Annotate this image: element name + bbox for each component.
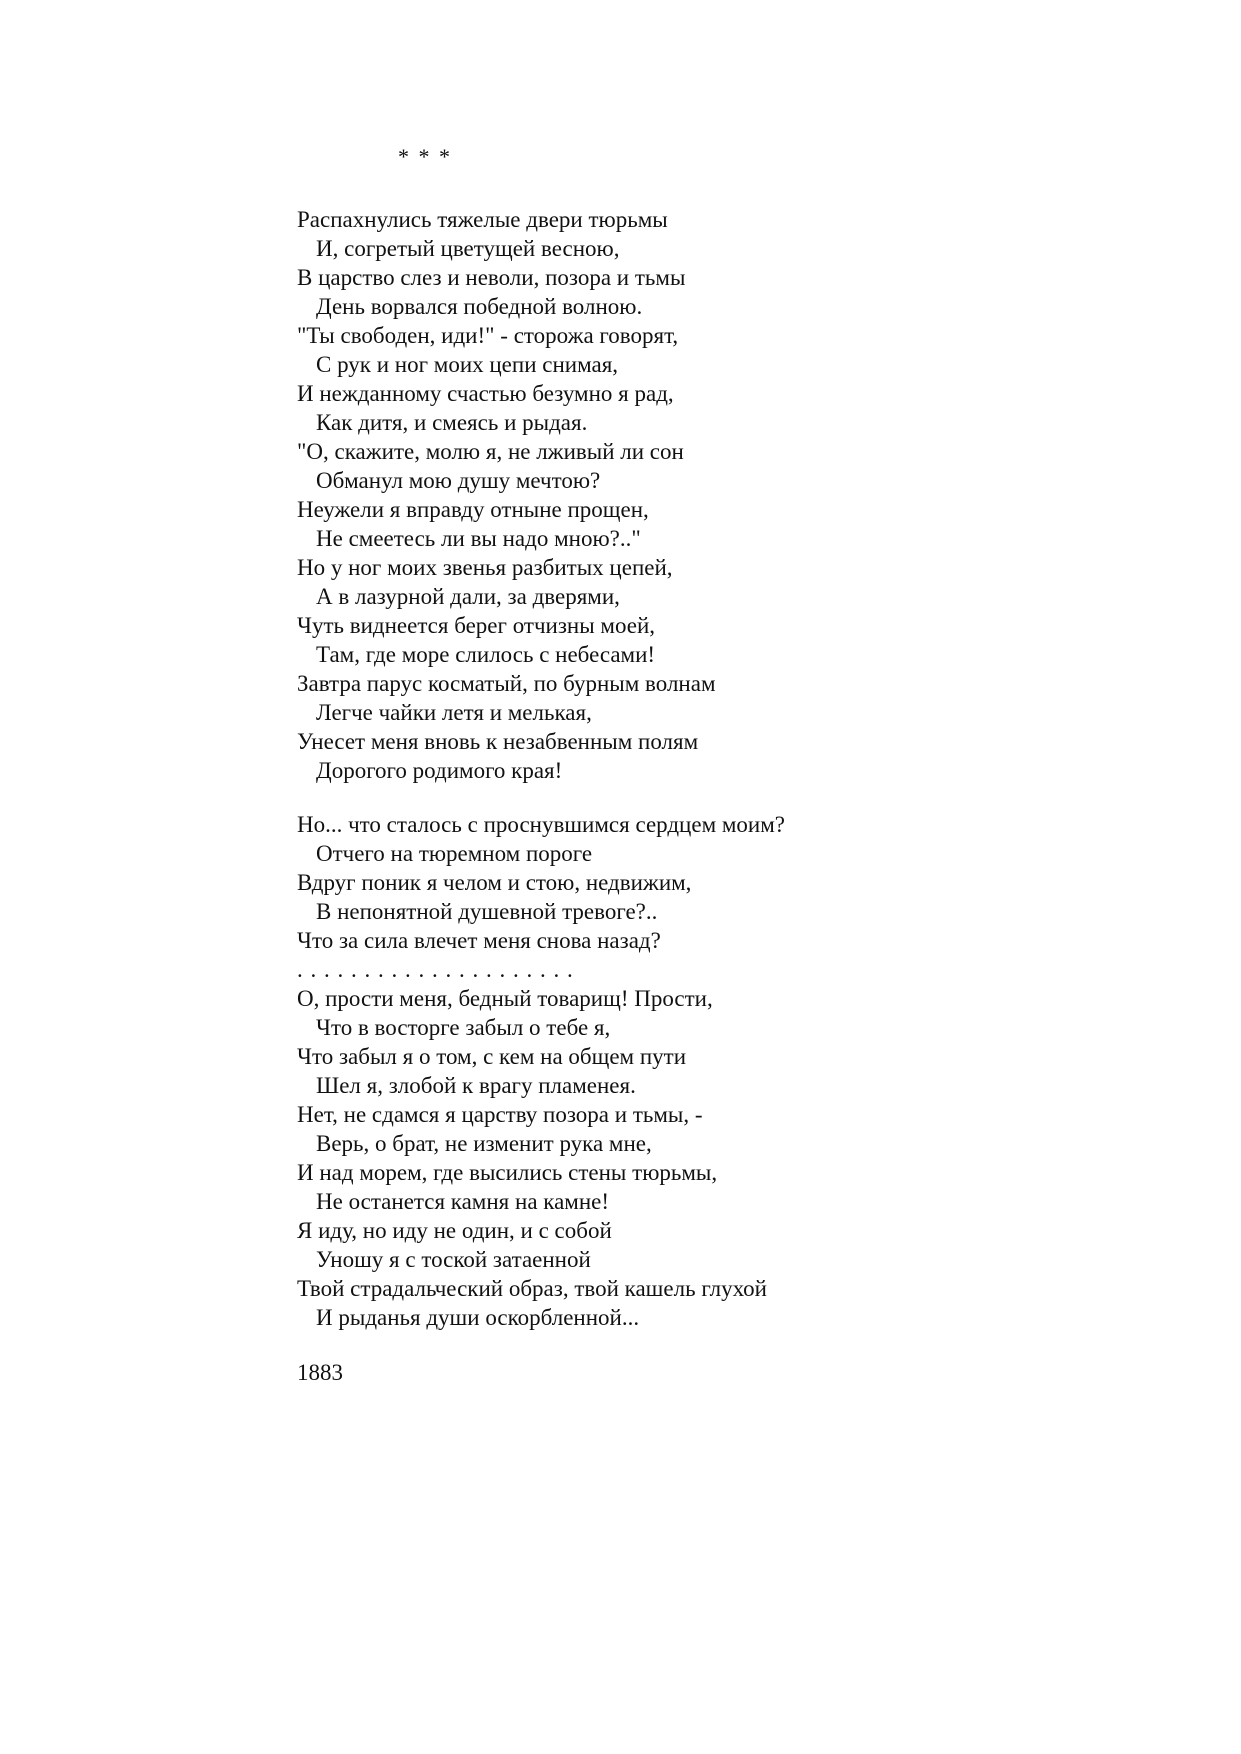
poem-line: День ворвался победной волною. bbox=[316, 294, 643, 319]
poem-line: И, согретый цветущей весною, bbox=[316, 236, 620, 261]
poem-line: Завтра парус косматый, по бурным волнам bbox=[297, 671, 716, 696]
poem-line: Что за сила влечет меня снова назад? bbox=[297, 928, 661, 953]
poem-line: Обманул мою душу мечтою? bbox=[316, 468, 601, 493]
poem-line: Не смеетесь ли вы надо мною?.." bbox=[316, 526, 641, 551]
poem-line: Что в восторге забыл о тебе я, bbox=[316, 1015, 611, 1040]
poem-line: Что забыл я о том, с кем на общем пути bbox=[297, 1044, 687, 1069]
stanza-1 bbox=[297, 205, 716, 785]
poem-line: Чуть виднеется берег отчизны моей, bbox=[297, 613, 656, 638]
poem-line: Распахнулись тяжелые двери тюрьмы bbox=[297, 207, 668, 232]
poem-line: Я иду, но иду не один, и с собой bbox=[297, 1218, 612, 1243]
poem-line: Легче чайки летя и мелькая, bbox=[316, 700, 592, 725]
poem-line: Нет, не сдамся я царству позора и тьмы, - bbox=[297, 1102, 703, 1127]
poem-line: Как дитя, и смеясь и рыдая. bbox=[316, 410, 588, 435]
poem-line: Шел я, злобой к врагу пламенея. bbox=[316, 1073, 636, 1098]
poem-line: И над морем, где высились стены тюрьмы, bbox=[297, 1160, 718, 1185]
poem-line: Верь, о брат, не изменит рука мне, bbox=[316, 1131, 652, 1156]
poem-line: Там, где море слилось с небесами! bbox=[316, 642, 656, 667]
poem-line: В царство слез и неволи, позора и тьмы bbox=[297, 265, 686, 290]
poem-line: В непонятной душевной тревоге?.. bbox=[316, 899, 658, 924]
poem-line: С рук и ног моих цепи снимая, bbox=[316, 352, 619, 377]
poem-line: И рыданья души оскорбленной... bbox=[316, 1305, 640, 1330]
poem-line: Твой страдальческий образ, твой кашель глухой bbox=[297, 1276, 767, 1301]
poem-year: 1883 bbox=[297, 1360, 343, 1385]
poem-line: Дорогого родимого края! bbox=[316, 758, 563, 783]
ellipsis-row: . . . . . . . . . . . . . . . . . . . . . bbox=[297, 957, 574, 982]
poem-line: Уношу я с тоской затаенной bbox=[316, 1247, 591, 1272]
poem-line: Не останется камня на камне! bbox=[316, 1189, 610, 1214]
poem-line: А в лазурной дали, за дверями, bbox=[316, 584, 620, 609]
poem-line: И нежданному счастью безумно я рад, bbox=[297, 381, 674, 406]
poem-line: Унесет меня вновь к незабвенным полям bbox=[297, 729, 699, 754]
poem-line: "Ты свободен, иди!" - сторожа говорят, bbox=[297, 323, 679, 348]
poem-line: О, прости меня, бедный товарищ! Прости, bbox=[297, 986, 713, 1011]
poem-line: Но... что сталось с проснувшимся сердцем моим? bbox=[297, 812, 785, 837]
poem-line: Отчего на тюремном пороге bbox=[316, 841, 593, 866]
poem-line: "О, скажите, молю я, не лживый ли сон bbox=[297, 439, 684, 464]
poem-line: Но у ног моих звенья разбитых цепей, bbox=[297, 555, 673, 580]
section-separator: * * * bbox=[398, 144, 452, 169]
poem-line: Неужели я вправду отныне прощен, bbox=[297, 497, 649, 522]
stanza-2 bbox=[297, 810, 785, 1332]
poem-line: Вдруг поник я челом и стою, недвижим, bbox=[297, 870, 692, 895]
